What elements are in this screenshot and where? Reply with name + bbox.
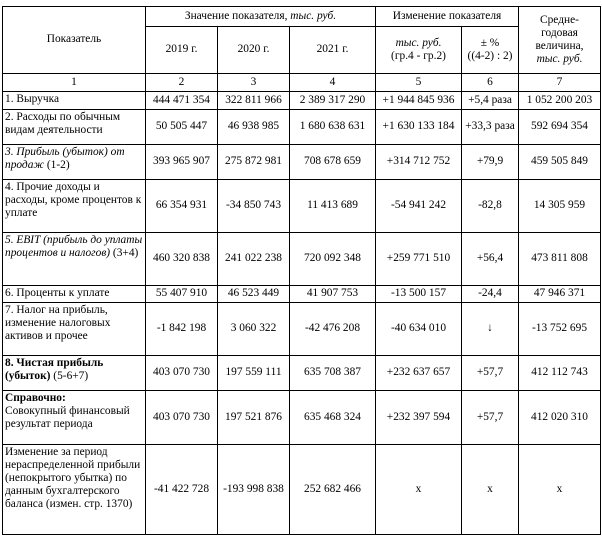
header-year-2019: 2019 г.: [146, 27, 218, 74]
change-pct: +79,9: [462, 145, 519, 180]
header-change-pct-sign: ± %: [480, 36, 500, 49]
col-number: 1: [3, 74, 146, 92]
value-2019: -41 422 728: [146, 445, 218, 535]
value-2019: 55 407 910: [146, 286, 218, 303]
table-row: [3, 145, 601, 180]
average-value: 412 020 310: [519, 391, 601, 445]
col-number: 5: [376, 74, 462, 92]
change-pct: ↓: [462, 303, 519, 356]
row-label-suffix: (5-6+7): [50, 370, 89, 383]
table-row: [3, 356, 601, 391]
row-label-text: 6. Проценты к уплате: [5, 287, 110, 299]
average-value: 1 052 200 203: [519, 92, 601, 110]
row-label: [3, 445, 146, 535]
row-label: [3, 356, 146, 391]
header-average-line3: величина,: [535, 40, 584, 52]
value-2021: 2 389 317 290: [290, 92, 376, 110]
header-change-group: Изменение показателя: [376, 7, 519, 27]
average-value: 459 505 849: [519, 145, 601, 180]
header-value-group-prefix: Значение показателя,: [184, 9, 291, 22]
change-pct: +57,7: [462, 356, 519, 391]
change-pct: -24,4: [462, 286, 519, 303]
header-year-2020: 2020 г.: [218, 27, 290, 74]
row-label-text: 1. Выручка: [5, 93, 60, 105]
table-row: [3, 286, 601, 303]
average-value: 592 694 354: [519, 110, 601, 145]
row-label-suffix: (3+4): [110, 247, 139, 260]
value-2020: -193 998 838: [218, 445, 290, 535]
column-numbers-row: [3, 74, 601, 92]
change-abs: -13 500 157: [376, 286, 462, 303]
change-abs: +314 712 752: [376, 145, 462, 180]
change-pct: +5,4 раза: [462, 92, 519, 110]
row-label-text: Изменение за период нераспределенной прибыли (непокрытого убытка) по данным бухгалтерского баланса (измен. стр. 1370): [5, 446, 141, 511]
value-2021: 1 680 638 631: [290, 110, 376, 145]
row-label-bold: Справочно:: [5, 392, 66, 404]
header-indicator: Показатель: [3, 7, 146, 74]
header-change-pct: [462, 27, 519, 74]
table-row: [3, 391, 601, 445]
header-average-unit: тыс. руб.: [536, 53, 583, 66]
table-row: [3, 233, 601, 286]
header-average: [519, 7, 601, 74]
change-abs: +1 944 845 936: [376, 92, 462, 110]
value-2021: 720 092 348: [290, 233, 376, 286]
header-change-abs: [376, 27, 462, 74]
value-2020: 3 060 322: [218, 303, 290, 356]
value-2020: 46 523 449: [218, 286, 290, 303]
value-2019: 393 965 907: [146, 145, 218, 180]
row-label: [3, 303, 146, 356]
change-abs: +232 397 594: [376, 391, 462, 445]
value-2021: 635 468 324: [290, 391, 376, 445]
average-value: 47 946 371: [519, 286, 601, 303]
average-value: 14 305 959: [519, 180, 601, 233]
header-average-line1: Средне-: [540, 13, 579, 26]
value-2020: 241 022 238: [218, 233, 290, 286]
row-label: [3, 110, 146, 145]
value-2019: 403 070 730: [146, 391, 218, 445]
value-2019: 460 320 838: [146, 233, 218, 286]
change-abs: x: [376, 445, 462, 535]
value-2020: -34 850 743: [218, 180, 290, 233]
change-pct: x: [462, 445, 519, 535]
row-label: [3, 145, 146, 180]
row-label-bold: 8. Чистая прибыль (убыток): [5, 357, 104, 383]
row-label-text: 4. Прочие доходы и расходы, кроме процентов к уплате: [5, 181, 142, 220]
value-2020: 46 938 985: [218, 110, 290, 145]
row-label-text: 2. Расходы по обычным видам деятельности: [5, 111, 121, 137]
value-2021: 635 708 387: [290, 356, 376, 391]
change-abs: +1 630 133 184: [376, 110, 462, 145]
header-change-abs-formula: (гр.4 - гр.2): [391, 50, 446, 62]
value-2020: 322 811 966: [218, 92, 290, 110]
value-2019: 403 070 730: [146, 356, 218, 391]
row-label: [3, 92, 146, 110]
value-2021: 41 907 753: [290, 286, 376, 303]
value-2020: 197 521 876: [218, 391, 290, 445]
value-2019: 50 505 447: [146, 110, 218, 145]
row-label-text: Совокупный финансовый результат периода: [5, 405, 130, 431]
value-2021: 252 682 466: [290, 445, 376, 535]
table-row: [3, 303, 601, 356]
col-number: 7: [519, 74, 601, 92]
financial-results-table: [2, 6, 601, 535]
table-row: [3, 110, 601, 145]
row-label: [3, 233, 146, 286]
row-label: [3, 180, 146, 233]
header-year-2021: 2021 г.: [290, 27, 376, 74]
col-number: 3: [218, 74, 290, 92]
header-value-group-unit: тыс. руб.: [290, 9, 337, 22]
row-label-italic: 3. Прибыль (убыток) от продаж: [5, 146, 125, 172]
average-value: 412 112 743: [519, 356, 601, 391]
header-change-abs-unit: тыс. руб.: [395, 36, 442, 49]
table-row: [3, 180, 601, 233]
value-2021: 11 413 689: [290, 180, 376, 233]
value-2019: -1 842 198: [146, 303, 218, 356]
average-value: -13 752 695: [519, 303, 601, 356]
average-value: 473 811 808: [519, 233, 601, 286]
change-pct: +57,7: [462, 391, 519, 445]
row-label-suffix: (1-2): [44, 159, 70, 172]
change-abs: -40 634 010: [376, 303, 462, 356]
header-change-pct-formula: ((4-2) : 2): [467, 50, 513, 62]
col-number: 6: [462, 74, 519, 92]
value-2021: 708 678 659: [290, 145, 376, 180]
table-row: [3, 445, 601, 535]
value-2019: 66 354 931: [146, 180, 218, 233]
col-number: 2: [146, 74, 218, 92]
header-value-group: [146, 7, 376, 27]
change-abs: +232 637 657: [376, 356, 462, 391]
header-average-line2: годовая: [541, 26, 578, 39]
value-2020: 197 559 111: [218, 356, 290, 391]
value-2019: 444 471 354: [146, 92, 218, 110]
row-label: [3, 391, 146, 445]
col-number: 4: [290, 74, 376, 92]
row-label-text: 7. Налог на прибыль, изменение налоговых активов и прочее: [5, 304, 111, 343]
value-2020: 275 872 981: [218, 145, 290, 180]
change-abs: +259 771 510: [376, 233, 462, 286]
change-pct: -82,8: [462, 180, 519, 233]
change-pct: +33,3 раза: [462, 110, 519, 145]
change-pct: +56,4: [462, 233, 519, 286]
table-row: [3, 92, 601, 110]
row-label-italic: 5. EBIT (прибыль до уплаты процентов и налогов): [5, 234, 143, 260]
row-label: [3, 286, 146, 303]
average-value: x: [519, 445, 601, 535]
change-abs: -54 941 242: [376, 180, 462, 233]
value-2021: -42 476 208: [290, 303, 376, 356]
